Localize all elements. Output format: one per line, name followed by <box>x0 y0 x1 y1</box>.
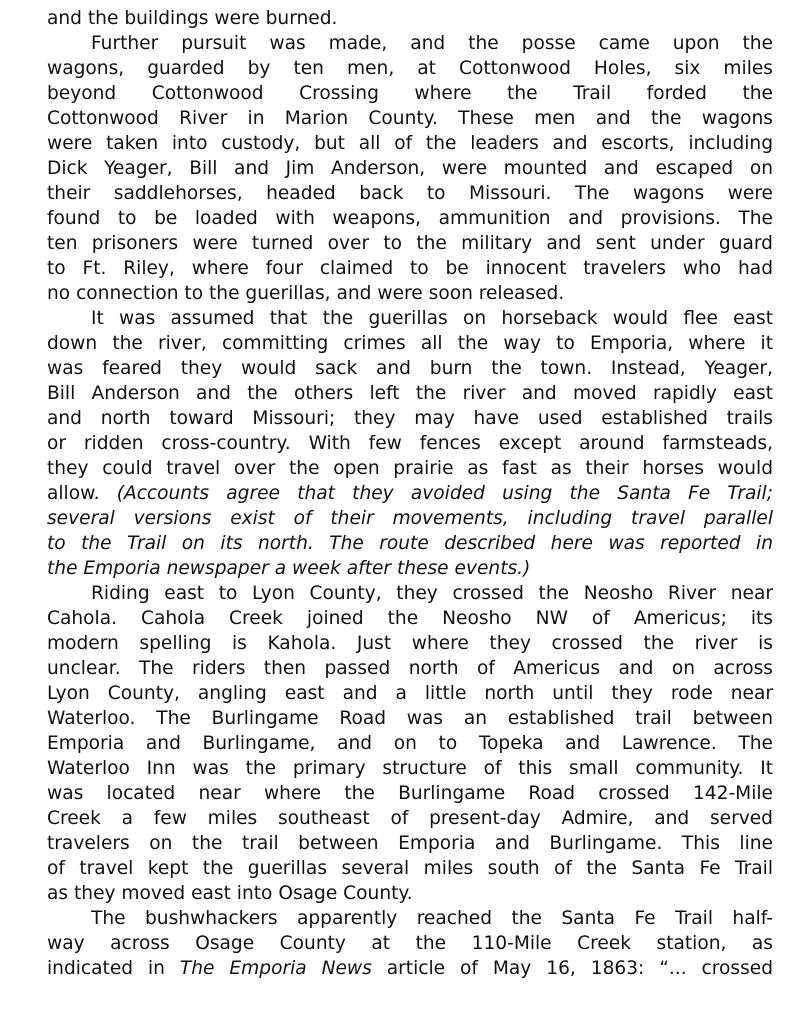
text-line <box>47 206 773 231</box>
text-run: found to be loaded with weapons, ammunition and provisions. The <box>47 208 773 229</box>
text-run: ten prisoners were turned over to the military and sent under guard <box>47 233 773 254</box>
text-run: beyond Cottonwood Crossing where the Trail forded the <box>47 83 773 104</box>
text-line <box>47 306 773 331</box>
text-run: modern spelling is Kahola. Just where they crossed the river is <box>47 633 773 654</box>
text-line <box>47 456 773 481</box>
text-run: no connection to the guerillas, and were soon released. <box>47 283 565 304</box>
text-run: down the river, committing crimes all the way to Emporia, where it <box>47 333 773 354</box>
text-line <box>47 381 773 406</box>
text-line <box>47 906 773 931</box>
italic-text-run: The Emporia News <box>179 958 372 979</box>
text-run: Riding east to Lyon County, they crossed the Neosho River near <box>91 583 773 604</box>
text-run: Lyon County, angling east and a little north until they rode near <box>47 683 773 704</box>
text-line <box>47 356 773 381</box>
text-line <box>47 731 773 756</box>
text-run: Cahola. Cahola Creek joined the Neosho NW of Americus; its <box>47 608 773 629</box>
text-line <box>47 431 773 456</box>
text-line <box>47 556 773 581</box>
text-run: Cottonwood River in Marion County. These men and the wagons <box>47 108 773 129</box>
text-run: were taken into custody, but all of the leaders and escorts, including <box>47 133 773 154</box>
text-run: Waterloo Inn was the primary structure of this small community. It <box>47 758 773 779</box>
text-run: Bill Anderson and the others left the river and moved rapidly east <box>47 383 773 404</box>
italic-text-run: to the Trail on its north. The route described here was reported in <box>47 533 773 554</box>
text-run: It was assumed that the guerillas on horseback would flee east <box>91 308 773 329</box>
text-run: or ridden cross-country. With few fences except around farmsteads, <box>47 433 773 454</box>
text-line <box>47 956 773 981</box>
text-line <box>47 331 773 356</box>
text-line <box>47 156 773 181</box>
italic-text-run: (Accounts agree that they avoided using the Santa Fe Trail; <box>116 483 773 504</box>
text-run: wagons, guarded by ten men, at Cottonwood Holes, six miles <box>47 58 773 79</box>
italic-text-run: the Emporia newspaper a week after these events.) <box>47 558 531 579</box>
text-line <box>47 806 773 831</box>
text-line <box>47 81 773 106</box>
text-run: article of May 16, 1863: “... crossed <box>371 958 773 979</box>
text-run: was located near where the Burlingame Road crossed 142-Mile <box>47 783 773 804</box>
text-run: Further pursuit was made, and the posse came upon the <box>91 33 773 54</box>
text-run: their saddlehorses, headed back to Missouri. The wagons were <box>47 183 773 204</box>
text-run: unclear. The riders then passed north of Americus and on across <box>47 658 773 679</box>
text-run: way across Osage County at the 110-Mile Creek station, as <box>47 933 773 954</box>
text-line <box>47 756 773 781</box>
text-line <box>47 681 773 706</box>
text-run: Emporia and Burlingame, and on to Topeka and Lawrence. The <box>47 733 773 754</box>
text-line <box>47 6 773 31</box>
text-line <box>47 281 773 306</box>
text-run: was feared they would sack and burn the town. Instead, Yeager, <box>47 358 773 379</box>
text-run: travelers on the trail between Emporia and Burlingame. This line <box>47 833 773 854</box>
text-line <box>47 406 773 431</box>
text-line <box>47 231 773 256</box>
text-run: of travel kept the guerillas several miles south of the Santa Fe Trail <box>47 858 773 879</box>
text-line <box>47 256 773 281</box>
document-page <box>47 6 773 981</box>
text-line <box>47 856 773 881</box>
text-line <box>47 56 773 81</box>
text-run: The bushwhackers apparently reached the Santa Fe Trail half- <box>91 908 773 929</box>
text-line <box>47 581 773 606</box>
text-line <box>47 106 773 131</box>
text-run: and the buildings were burned. <box>47 8 338 29</box>
text-line <box>47 781 773 806</box>
text-line <box>47 481 773 506</box>
text-line <box>47 706 773 731</box>
text-run: and north toward Missouri; they may have used established trails <box>47 408 773 429</box>
text-run: as they moved east into Osage County. <box>47 883 413 904</box>
text-line <box>47 531 773 556</box>
text-line <box>47 631 773 656</box>
text-line <box>47 131 773 156</box>
text-run: indicated in <box>47 958 180 979</box>
text-run: Waterloo. The Burlingame Road was an established trail between <box>47 708 773 729</box>
text-line <box>47 606 773 631</box>
text-run: Creek a few miles southeast of present-day Admire, and served <box>47 808 773 829</box>
italic-text-run: several versions exist of their movements, including travel parallel <box>47 508 773 529</box>
text-line <box>47 656 773 681</box>
text-line <box>47 31 773 56</box>
text-line <box>47 831 773 856</box>
text-line <box>47 506 773 531</box>
text-run: Dick Yeager, Bill and Jim Anderson, were mounted and escaped on <box>47 158 773 179</box>
text-line <box>47 881 773 906</box>
text-run: they could travel over the open prairie as fast as their horses would <box>47 458 773 479</box>
text-line <box>47 931 773 956</box>
text-run: to Ft. Riley, where four claimed to be innocent travelers who had <box>47 258 773 279</box>
text-line <box>47 181 773 206</box>
text-run: allow. <box>47 483 117 504</box>
